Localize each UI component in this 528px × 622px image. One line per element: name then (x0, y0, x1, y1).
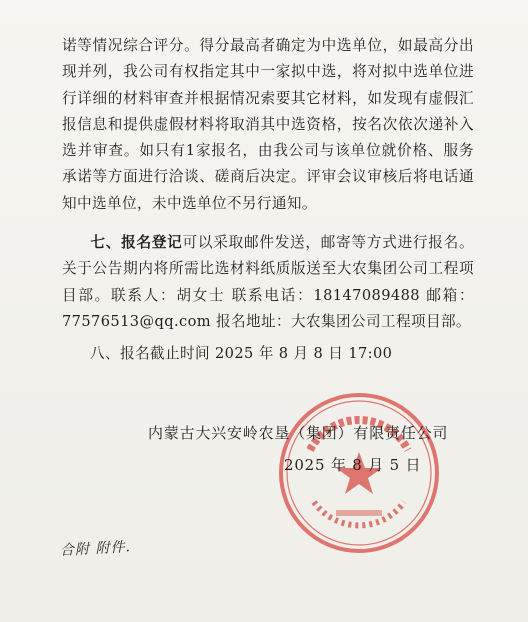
section-registration-body: 可以采取邮件发送，邮寄等方式进行报名。关于公告期内将所需比选材料纸质版送至大农集团公司工程项目部。联系人：胡女士 联系电话：18147089488 邮箱：77576513@qq.com 报名地址：大农集团公司工程项目部。 (62, 234, 474, 330)
section-registration-heading: 七、报名登记 (90, 234, 183, 251)
section-deadline (62, 341, 474, 367)
section-deadline-text: 八、报名截止时间 2025 年 8 月 8 日 17:00 (90, 345, 393, 362)
signature-organization: 内蒙古大兴安岭农垦（集团）有限责任公司 (148, 424, 449, 442)
section-registration (62, 230, 474, 335)
paragraph-evaluation: 诺等情况综合评分。得分最高者确定为中选单位，如最高分出现并列，我公司有权指定其中一家拟中选，将对拟中选单位进行详细的材料审查并根据情况索要其它材料，如发现有虚假汇报信息和提供虚假材料将取消其中选资格，按名次依次递补入选并审查。如只有1家报名，由我公司与该单位就价格、服务承诺等方面进行洽谈、磋商后决定。评审会议审核后将电话通知中选单位，未中选单位不另行通知。 (62, 37, 474, 212)
signature-date: 2025 年 8 月 5 日 (284, 456, 422, 474)
handwritten-note: 合附 附件. (59, 539, 132, 559)
